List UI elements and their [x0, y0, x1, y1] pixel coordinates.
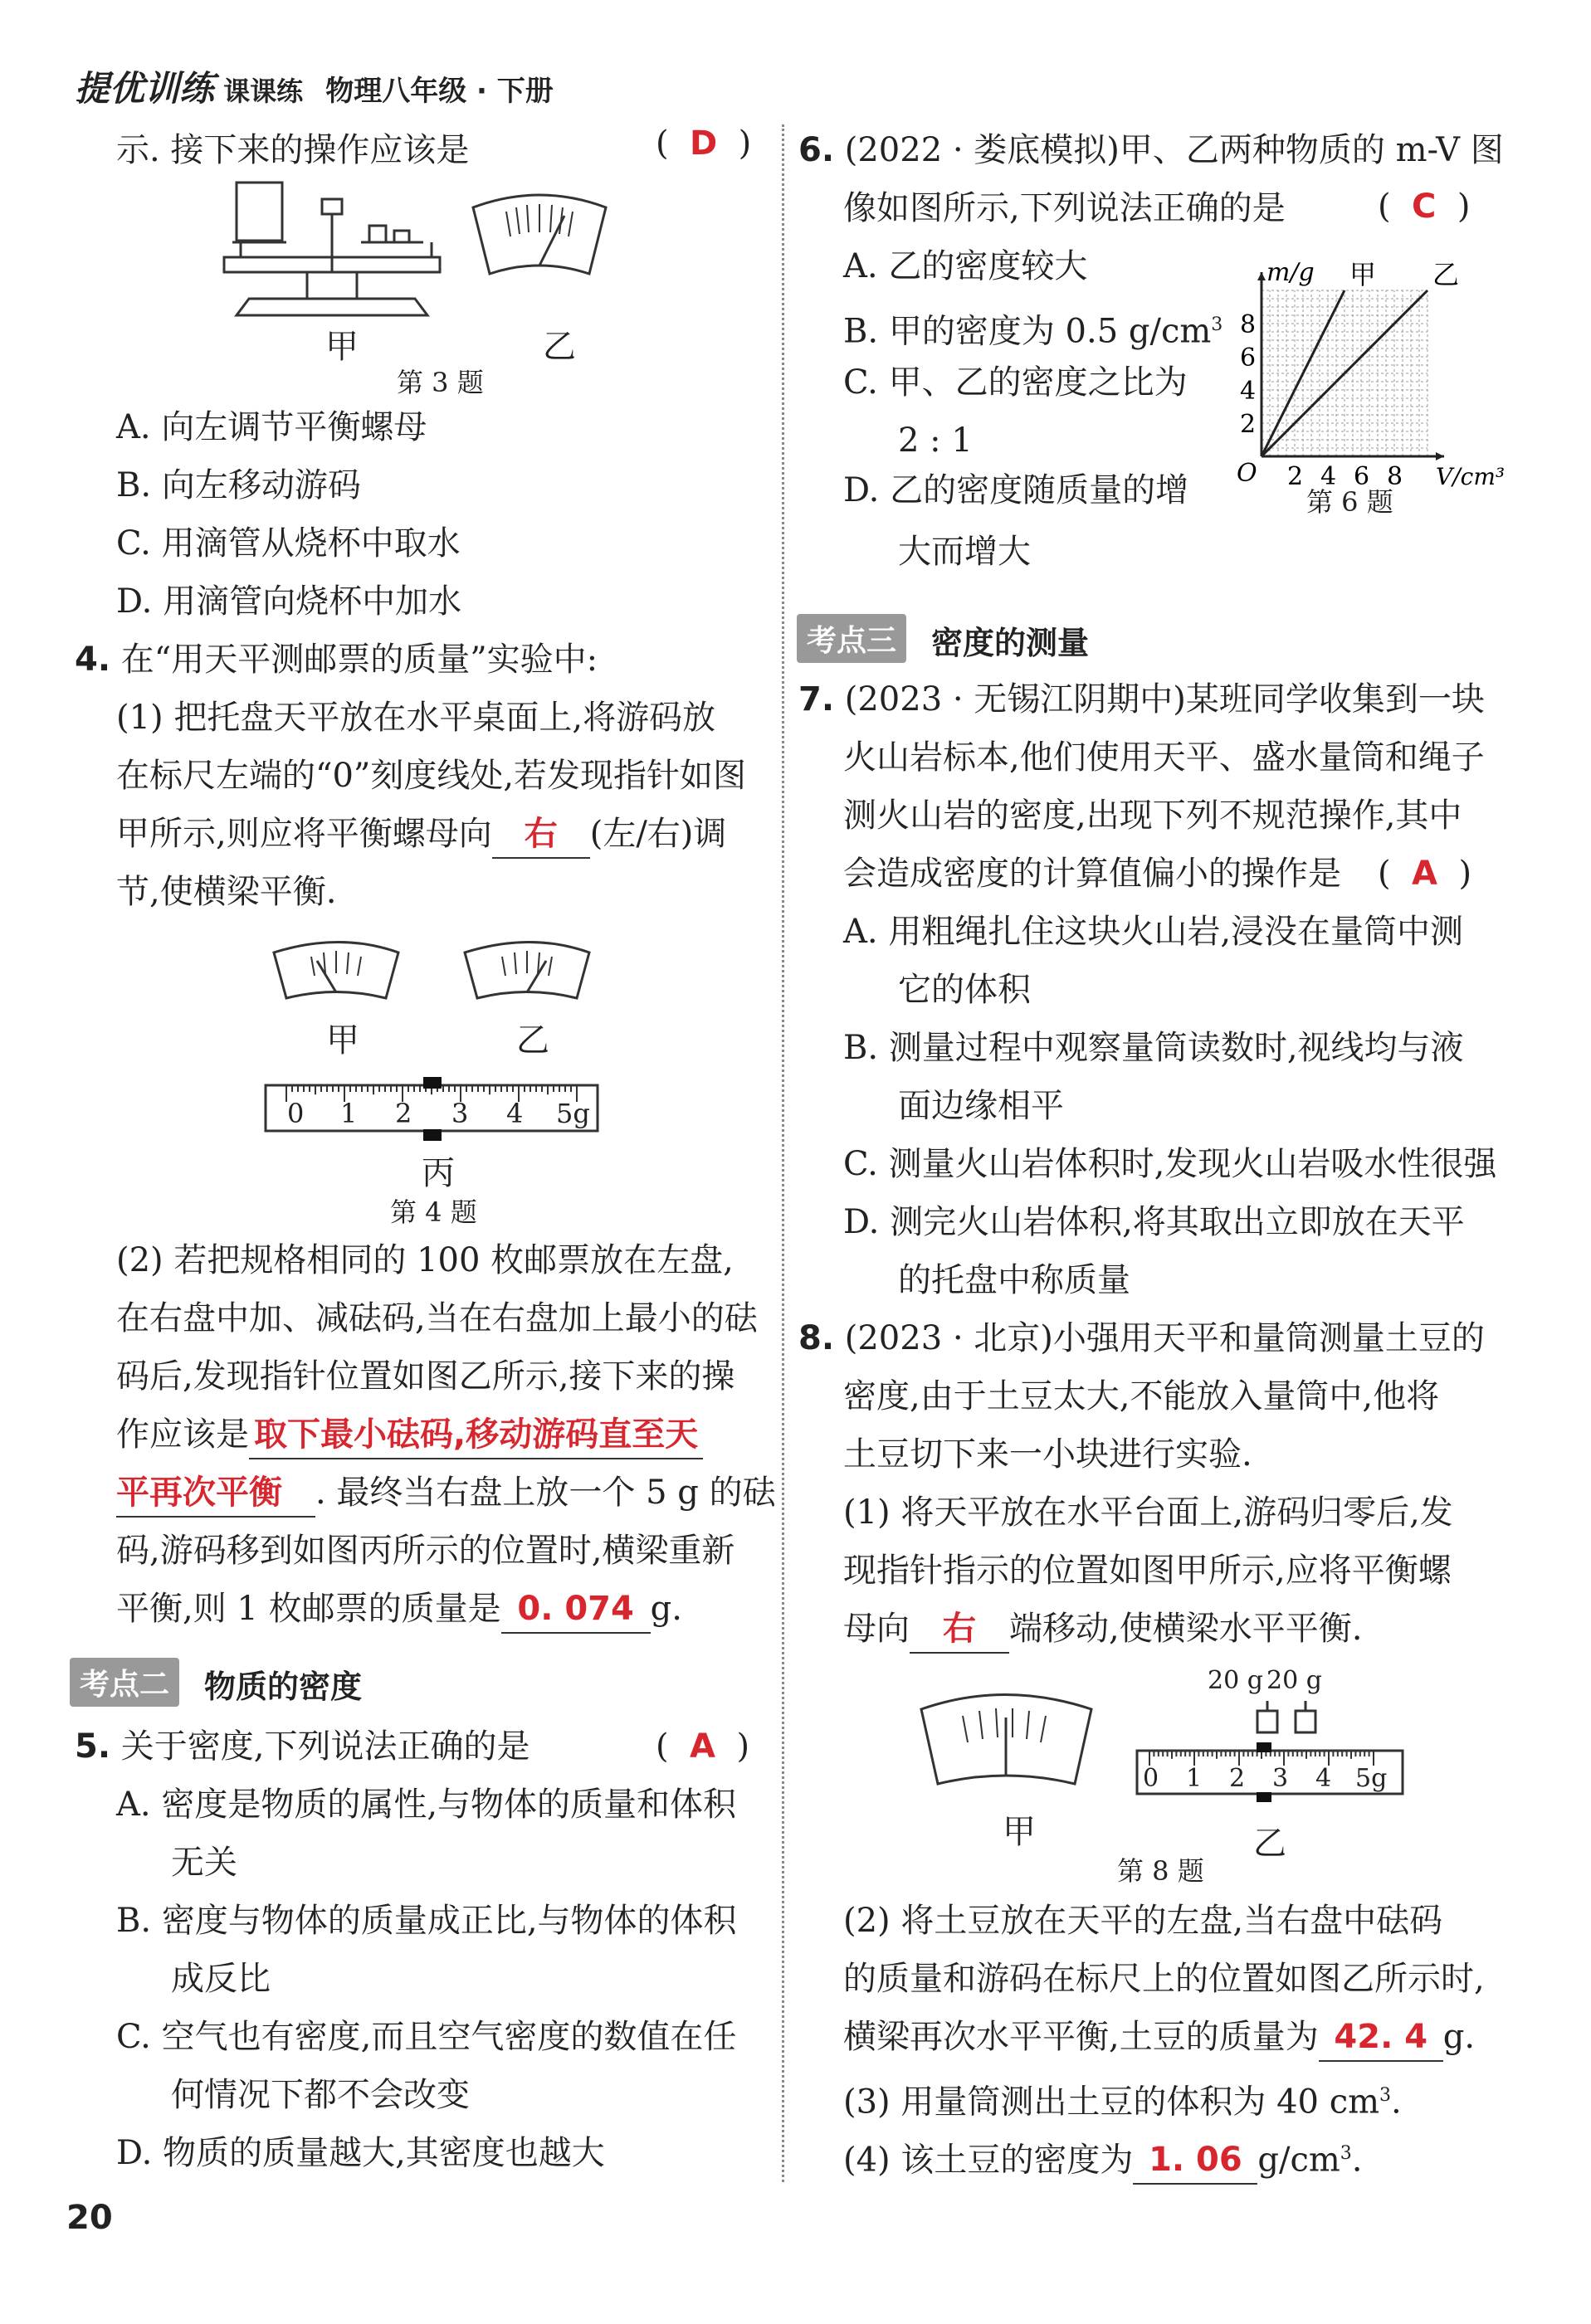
page-header	[75, 61, 554, 111]
q8-tick-2: 2	[1229, 1764, 1246, 1793]
q6-option-a: A. 乙的密度较大	[843, 247, 1088, 285]
q8-p3-sup: 3	[1379, 2085, 1392, 2106]
q8-p1-answer: 右	[910, 1605, 1009, 1654]
q4-stem-line	[75, 631, 598, 689]
q7-number: 7.	[798, 680, 835, 719]
q6-option-c-l2: 2 : 1	[898, 421, 973, 460]
q8-p2-b: 的质量和游码在标尺上的位置如图乙所示时,	[843, 1960, 1485, 1998]
kd3-title: 密度的测量	[931, 625, 1090, 661]
q8-p2-answer: 42. 4	[1319, 2014, 1443, 2062]
q7-option-d-l2: 的托盘中称质量	[898, 1261, 1130, 1299]
q5-answer: A	[690, 1727, 716, 1766]
q4-tick-5: 5g	[556, 1098, 590, 1129]
q4-p2-g-answer: 0. 074	[501, 1586, 651, 1634]
q4-ruler-labels	[282, 1097, 614, 1130]
series-label-2: 乙	[1432, 259, 1460, 290]
q4-p2-g-pre: 平衡,则 1 枚邮票的质量是	[116, 1590, 501, 1628]
q7-option-a-l2: 它的体积	[898, 971, 1031, 1009]
q4-p1-c-pre: 甲所示,则应将平衡螺母向	[116, 815, 492, 853]
q4-p1-c	[116, 805, 726, 864]
q8-weight-label-1: 20 g	[1208, 1666, 1263, 1695]
q4-p2-a: (2) 若把规格相同的 100 枚邮票放在左盘,	[116, 1241, 734, 1279]
y-tick-label: 2	[1240, 410, 1257, 439]
q5-option-a-l2: 无关	[171, 1844, 237, 1882]
q5-option-c-l2: 何情况下都不会改变	[171, 2076, 470, 2114]
q8-ruler-labels	[1141, 1762, 1407, 1795]
q8-number: 8.	[798, 1319, 835, 1357]
q5-option-a-l1: A. 密度是物质的属性,与物体的质量和体积	[116, 1786, 737, 1824]
q7-stem-1: (2023 · 无锡江阴期中)某班同学收集到一块	[844, 680, 1485, 719]
q4-p1-b: 在标尺左端的“0”刻度线处,若发现指针如图	[116, 757, 747, 795]
series-label-1: 甲	[1349, 259, 1377, 290]
chart-series	[1262, 259, 1459, 456]
q7-option-a-l1: A. 用粗绳扎住这块火山岩,浸没在量筒中测	[843, 913, 1464, 951]
q6-answer-bracket: ( C )	[1378, 188, 1471, 226]
q4-p2-d	[116, 1406, 703, 1464]
q4-caption: 第 4 题	[390, 1196, 477, 1228]
q4-stem: 在“用天平测邮票的质量”实验中:	[120, 641, 598, 679]
q3-figure	[224, 174, 656, 332]
q8-p4-pre: (4) 该土豆的密度为	[843, 2141, 1134, 2180]
q4-p2-e	[116, 1464, 776, 1523]
q8-tick-5: 5g	[1355, 1764, 1388, 1793]
q4-p2-g	[116, 1580, 682, 1639]
q6-option-b-sup: 3	[1211, 314, 1223, 335]
q5-stem: 关于密度,下列说法正确的是	[120, 1727, 530, 1766]
q4-p1-answer: 右	[492, 811, 590, 859]
q4-p2-b: 在右盘中加、减砝码,当在右盘加上最小的砝	[116, 1299, 758, 1337]
q4-fig-label-bing: 丙	[422, 1154, 455, 1192]
q6-option-d-l1: D. 乙的密度随质量的增	[843, 471, 1189, 509]
q8-p4-sup: 3	[1340, 2143, 1352, 2164]
q6-stem-1: (2022 · 娄底模拟)甲、乙两种物质的 m-V 图	[844, 131, 1504, 169]
q8-stem-3: 土豆切下来一小块进行实验.	[843, 1435, 1252, 1474]
q6-option-b-text: B. 甲的密度为 0.5 g/cm	[843, 312, 1212, 351]
q8-weights	[1257, 1701, 1315, 1732]
q3-fig-label-yi: 乙	[543, 328, 576, 366]
q5-option-b-l2: 成反比	[171, 1960, 271, 1998]
q8-figure	[913, 1668, 1411, 1850]
q4-p2-d-pre: 作应该是	[116, 1415, 249, 1454]
brand-title: 提优训练	[75, 68, 215, 109]
q8-p1-c-pre: 母向	[843, 1610, 910, 1648]
q8-tick-1: 1	[1186, 1764, 1203, 1793]
kd3-tag: 考点三	[797, 614, 906, 663]
q8-p1-c	[843, 1600, 1362, 1659]
q7-stem-3: 测火山岩的密度,出现下列不规范操作,其中	[843, 797, 1462, 835]
q4-tick-1: 1	[340, 1098, 358, 1129]
q4-p1-d: 节,使横梁平衡.	[116, 873, 337, 911]
series-title: 课课练	[223, 76, 304, 107]
q5-option-b-l1: B. 密度与物体的质量成正比,与物体的体积	[116, 1902, 737, 1940]
q8-p1-a: (1) 将天平放在水平台面上,游码归零后,发	[843, 1493, 1453, 1532]
q4-tick-2: 2	[395, 1098, 412, 1129]
q4-p2-c: 码后,发现指针位置如图乙所示,接下来的操	[116, 1357, 735, 1396]
q8-tick-3: 3	[1272, 1764, 1289, 1793]
q8-tick-0: 0	[1143, 1764, 1159, 1793]
q4-tick-0: 0	[287, 1098, 305, 1129]
y-tick-label: 8	[1240, 310, 1257, 339]
q8-fig-label-jia: 甲	[1003, 1813, 1036, 1851]
q5-number: 5.	[75, 1727, 111, 1766]
q3-balance	[224, 183, 440, 315]
q8-p4-answer: 1. 06	[1133, 2136, 1257, 2185]
q8-p4-post: g/cm	[1257, 2141, 1340, 2180]
q8-fig-label-yi: 乙	[1253, 1825, 1286, 1863]
q6-mv-chart	[1228, 241, 1506, 491]
kd2-tag: 考点二	[70, 1658, 179, 1707]
q7-option-b-l2: 面边缘相平	[898, 1087, 1064, 1125]
q8-p4: (4) 该土豆的密度为 1. 06 $g/cm^3$.	[843, 2124, 1363, 2190]
q4-tick-4: 4	[506, 1098, 524, 1129]
q8-p2-c	[843, 2008, 1475, 2067]
q4-tick-3: 3	[451, 1098, 469, 1129]
q6-option-c-l1: C. 甲、乙的密度之比为	[843, 363, 1188, 402]
q7-answer: A	[1412, 855, 1438, 893]
column-divider	[782, 124, 784, 2182]
q6-answer: C	[1412, 188, 1437, 226]
x-axis-arrow	[1436, 452, 1444, 460]
x-axis-label: V/cm³	[1436, 463, 1506, 490]
q8-stem-2: 密度,由于土豆太大,不能放入量筒中,他将	[843, 1377, 1440, 1415]
q8-weight-label-2: 20 g	[1266, 1666, 1322, 1695]
q4-fig-label-yi: 乙	[516, 1021, 549, 1060]
q4-p2-f: 码,游码移到如图丙所示的位置时,横梁重新	[116, 1532, 735, 1570]
q8-p2-c-post: g.	[1442, 2018, 1476, 2056]
q4-number: 4.	[75, 641, 111, 679]
q4-p2-e-post: . 最终当右盘上放一个 5 g 的砝	[315, 1474, 776, 1512]
book-title: 物理八年级 · 下册	[325, 75, 554, 108]
kd2-title: 物质的密度	[204, 1669, 363, 1705]
q8-p2-a: (2) 将土豆放在天平的左盘,当右盘中砝码	[843, 1902, 1443, 1940]
y-tick-label: 4	[1240, 377, 1257, 406]
q4-p1-c-post: (左/右)调	[589, 815, 727, 853]
x-tick-label: 2	[1287, 462, 1304, 491]
q3-caption: 第 3 题	[397, 367, 484, 398]
page-number: 20	[66, 2199, 113, 2237]
q7-stem-2: 火山岩标本,他们使用天平、盛水量筒和绳子	[843, 738, 1485, 777]
q5-stem-line	[75, 1717, 530, 1776]
q4-fig-label-jia: 甲	[326, 1021, 359, 1060]
q4-p1-a: (1) 把托盘天平放在水平桌面上,将游码放	[116, 699, 716, 737]
q4-p2-answer-2: 平再次平衡	[116, 1469, 315, 1518]
q3-option-c: C. 用滴管从烧杯中取水	[116, 524, 461, 563]
q7-answer-bracket: ( A )	[1378, 855, 1472, 893]
q6-option-b	[843, 295, 1223, 361]
q8-p2-c-pre: 横梁再次水平平衡,土豆的质量为	[843, 2018, 1319, 2056]
q5-option-d: D. 物质的质量越大,其密度也越大	[116, 2134, 605, 2172]
q8-p1-c-post: 端移动,使横梁水平平衡.	[1009, 1610, 1363, 1648]
q6-stem-line-1	[798, 121, 1504, 180]
q8-caption: 第 8 题	[1117, 1855, 1204, 1887]
q5-answer-bracket: ( A )	[656, 1727, 750, 1766]
q4-p2-g-post: g.	[650, 1590, 682, 1628]
q7-option-d-l1: D. 测完火山岩体积,将其取出立即放在天平	[843, 1203, 1465, 1241]
q7-option-c: C. 测量火山岩体积时,发现火山岩吸水性很强	[843, 1145, 1497, 1183]
q8-line-1	[798, 1309, 1485, 1368]
q8-p1-b: 现指针指示的位置如图甲所示,应将平衡螺	[843, 1552, 1452, 1590]
q6-number: 6.	[798, 131, 835, 169]
q7-stem-4: 会造成密度的计算值偏小的操作是	[843, 855, 1341, 893]
q3-stem-tail: 示. 接下来的操作应该是	[116, 131, 470, 169]
x-tick-label: 8	[1387, 462, 1403, 491]
q3-option-d: D. 用滴管向烧杯中加水	[116, 582, 462, 621]
q3-answer-bracket: ( D )	[656, 124, 752, 163]
q3-option-a: A. 向左调节平衡螺母	[116, 408, 427, 446]
x-tick-label: 4	[1320, 462, 1337, 491]
q4-p2-answer-1: 取下最小砝码,移动游码直至天	[249, 1411, 703, 1459]
q3-answer: D	[690, 124, 718, 163]
q6-stem-2: 像如图所示,下列说法正确的是	[843, 189, 1286, 227]
q7-option-b-l1: B. 测量过程中观察量筒读数时,视线均与液	[843, 1029, 1464, 1067]
q8-stem-1: (2023 · 北京)小强用天平和量筒测量土豆的	[844, 1319, 1485, 1357]
x-tick-label: 6	[1354, 462, 1370, 491]
q8-p3: (3) 用量筒测出土豆的体积为 40 $cm^3$.	[843, 2083, 1402, 2122]
origin-label: O	[1237, 459, 1257, 488]
q8-tick-4: 4	[1315, 1764, 1332, 1793]
q3-fig-label-jia: 甲	[325, 328, 359, 366]
y-tick-label: 6	[1240, 343, 1257, 373]
q8-p3-text: (3) 用量筒测出土豆的体积为 40 cm	[843, 2083, 1380, 2122]
y-axis-label: m/g	[1266, 258, 1315, 287]
y-axis-arrow	[1257, 272, 1266, 280]
q7-line-1	[798, 670, 1485, 729]
q6-caption: 第 6 题	[1306, 486, 1393, 518]
q6-option-d-l2: 大而增大	[898, 533, 1031, 571]
q5-option-c-l1: C. 空气也有密度,而且空气密度的数值在任	[116, 2018, 737, 2056]
q3-option-b: B. 向左移动游码	[116, 466, 361, 504]
